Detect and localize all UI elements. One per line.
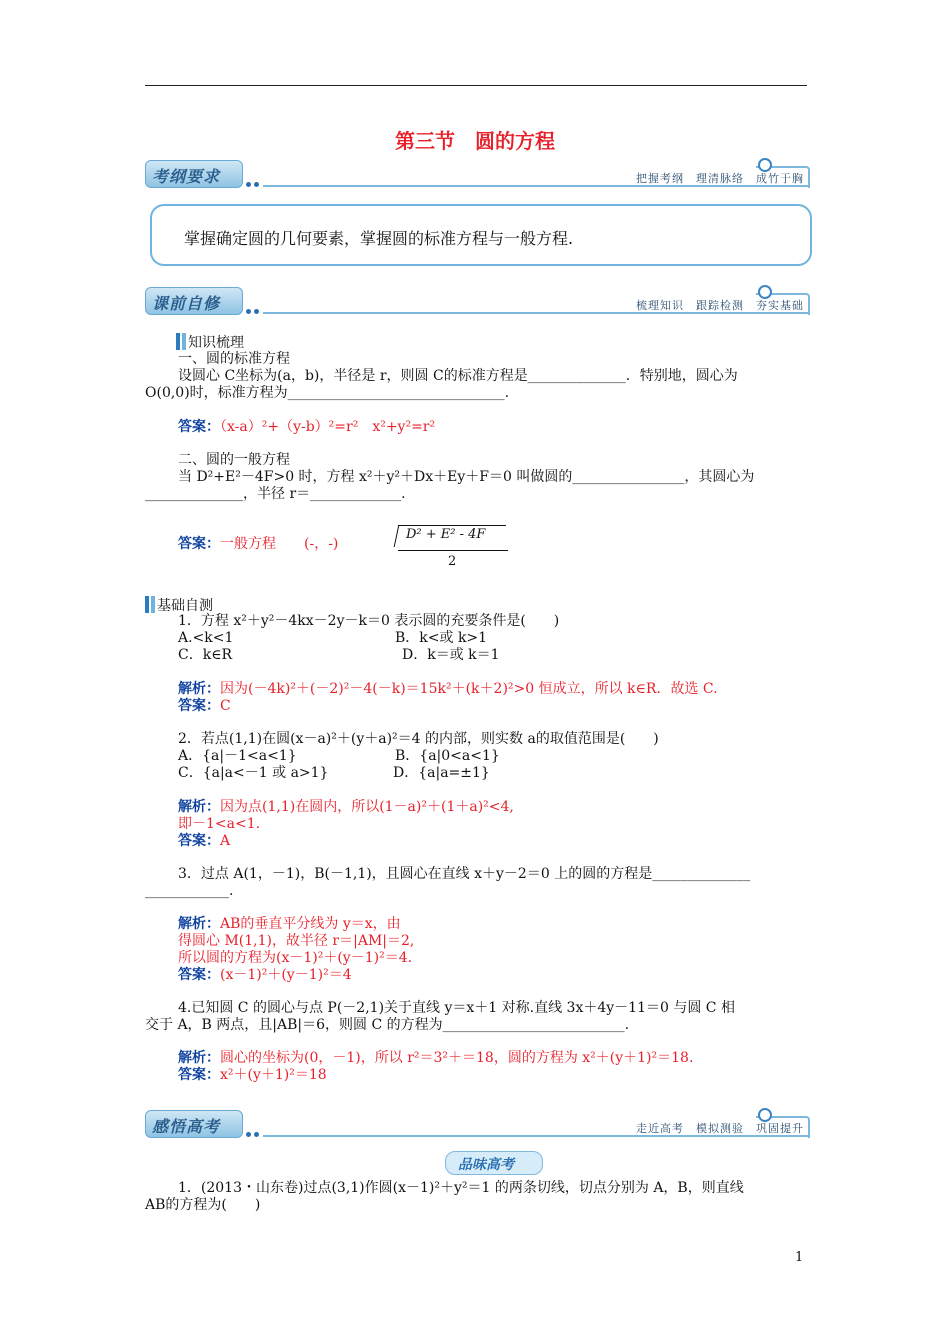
banner-subtitle: 走近高考 模拟测验 巩固提升 [636, 1122, 804, 1135]
analysis-text: 因为点(1,1)在圆内，所以(1－a)²＋(1＋a)²<4, [220, 799, 514, 815]
banner-tag [145, 287, 243, 315]
banner-tag-label: 考纲要求 [152, 167, 221, 186]
analysis-text: 圆心的坐标为(0，－1)，所以 r²＝3²＋＝18，圆的方程为 x²＋(y＋1)²＝18. [220, 1050, 694, 1066]
gaokao-q1-line1: 1．(2013・山东卷)过点(3,1)作圆(x－1)²＋y²＝1 的两条切线，切点分别为 A，B，则直线 [178, 1180, 744, 1196]
answer-text: x²＋(y＋1)²＝18 [220, 1067, 327, 1083]
answer-text: 一般方程 (-，-) [220, 536, 339, 552]
answer-label: 答案： [178, 698, 220, 714]
knowledge-heading [176, 333, 244, 352]
top-rule [145, 85, 807, 86]
banner-subtitle: 把握考纲 理清脉络 成竹于胸 [636, 172, 804, 185]
answer-label: 答案： [178, 967, 220, 983]
requirement-text: 掌握确定圆的几何要素，掌握圆的标准方程与一般方程. [184, 229, 574, 248]
banner-tag [145, 160, 243, 188]
fraction-numerator: D² + E² - 4F [406, 527, 486, 542]
banner-tag-label: 感悟高考 [152, 1117, 221, 1136]
s2-line2: ______________，半径 r＝_____________. [145, 486, 406, 502]
q3-stem-line2: ____________. [145, 883, 234, 899]
s2-line1: 当 D²+E²－4F>0 时，方程 x²＋y²＋Dx＋Ey＋F＝0 叫做圆的________________，其圆心为 [178, 469, 755, 485]
s2-title: 二、圆的一般方程 [178, 452, 290, 468]
q1-option-a: A.<k<1 [178, 630, 234, 646]
s1-answer [178, 419, 435, 436]
s1-line2: O(0,0)时，标准方程为_______________________________. [145, 385, 510, 401]
analysis-text: 因为(－4k)²＋(－2)²－4(－k)＝15k²＋(k＋2)²>0 恒成立，所以 k∈R．故选 C. [220, 681, 718, 697]
q3-stem-line1: 3．过点 A(1，－1)，B(－1,1)，且圆心在直线 x＋y－2＝0 上的圆的方程是______________ [178, 866, 751, 882]
answer-text: (x－1)²＋(y－1)²＝4 [220, 967, 352, 983]
gaokao-q1-line2: AB的方程为( ) [145, 1197, 261, 1213]
fraction-bar [398, 550, 508, 551]
analysis-label: 解析： [178, 916, 220, 932]
q1-option-d: D．k＝或 k＝1 [402, 647, 500, 663]
s1-title: 一、圆的标准方程 [178, 351, 290, 367]
s2-answer [178, 536, 338, 553]
section-banner-preview [145, 285, 810, 315]
answer-label: 答案： [178, 833, 220, 849]
badge-pill [445, 1151, 543, 1175]
q2-analysis-line2: 即－1<a<1. [178, 816, 261, 832]
bar-icon [145, 596, 149, 613]
fraction-denominator: 2 [448, 554, 457, 569]
analysis-label: 解析： [178, 1050, 220, 1066]
q4-stem-line2: 交于 A，B 两点，且|AB|＝6，则圆 C 的方程为__________________________. [145, 1017, 630, 1033]
q1-option-b: B．k<或 k>1 [395, 630, 488, 646]
section-banner-requirements [145, 158, 810, 188]
requirement-box [150, 204, 812, 266]
q2-option-c: C．{a|a<－1 或 a>1} [178, 765, 329, 781]
banner-tag [145, 1110, 243, 1138]
radius-fraction [398, 525, 508, 575]
q1-stem: 1．方程 x²＋y²－4kx－2y－k＝0 表示圆的充要条件是( ) [178, 613, 560, 629]
q2-option-b: B．{a|0<a<1} [395, 748, 500, 764]
q1-analysis [178, 681, 718, 698]
analysis-text: AB的垂直平分线为 y＝x，由 [220, 916, 401, 932]
page-title: 第三节 圆的方程 [395, 129, 555, 153]
answer-text: （x-a）²+（y-b）²=r² x²+y²=r² [220, 419, 436, 435]
analysis-label: 解析： [178, 799, 220, 815]
answer-label: 答案： [178, 536, 220, 552]
answer-text: A [220, 833, 231, 849]
analysis-label: 解析： [178, 681, 220, 697]
bar-icon [176, 333, 180, 350]
q2-stem: 2．若点(1,1)在圆(x－a)²＋(y＋a)²＝4 的内部，则实数 a的取值范围是( ) [178, 731, 659, 747]
q3-analysis-line3: 所以圆的方程为(x－1)²＋(y－1)²＝4. [178, 950, 413, 966]
q2-analysis [178, 799, 514, 816]
q4-stem-line1: 4.已知圆 C 的圆心与点 P(－2,1)关于直线 y＝x＋1 对称.直线 3x＋4y－11＝0 与圆 C 相 [178, 1000, 735, 1016]
q2-answer [178, 833, 230, 850]
q4-analysis [178, 1050, 693, 1067]
dots-icon [246, 1122, 262, 1128]
q3-answer [178, 967, 352, 984]
selftest-heading-label: 基础自测 [157, 598, 213, 614]
answer-text: C [220, 698, 231, 714]
dots-icon [246, 172, 262, 178]
gaokao-badge [433, 1151, 553, 1175]
answer-label: 答案： [178, 419, 220, 435]
q3-analysis-line2: 得圆心 M(1,1)，故半径 r＝|AM|＝2, [178, 933, 415, 949]
page-number: 1 [795, 1250, 804, 1265]
q2-option-a: A．{a|－1<a<1} [178, 748, 297, 764]
badge-label: 品味高考 [458, 1157, 514, 1173]
q3-analysis [178, 916, 401, 933]
dots-icon [246, 299, 262, 305]
knowledge-heading-label: 知识梳理 [188, 335, 244, 351]
q1-option-c: C．k∈R [178, 647, 233, 663]
bar-icon [151, 596, 155, 613]
q2-option-d: D．{a|a=±1} [393, 765, 490, 781]
bar-icon [182, 333, 186, 350]
banner-subtitle: 梳理知识 跟踪检测 夯实基础 [636, 299, 804, 312]
q4-answer [178, 1067, 327, 1084]
answer-label: 答案： [178, 1067, 220, 1083]
q1-answer [178, 698, 231, 715]
banner-tag-label: 课前自修 [152, 294, 221, 313]
section-banner-gaokao [145, 1108, 810, 1138]
s1-line1: 设圆心 C坐标为(a，b)，半径是 r，则圆 C的标准方程是______________．特别地，圆心为 [178, 368, 738, 384]
